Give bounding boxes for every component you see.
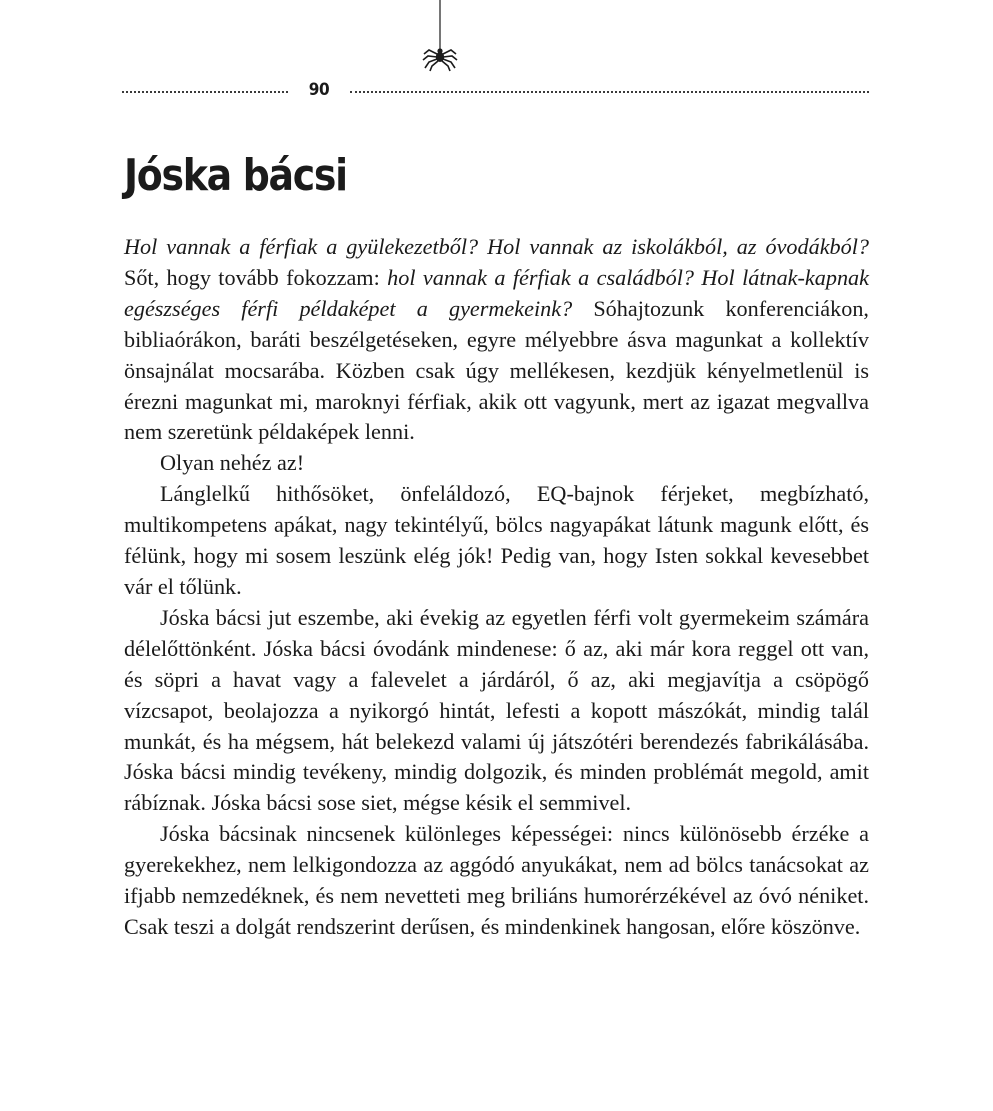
paragraph: Lánglelkű hithősöket, önfeláldozó, EQ-bajnok férjeket, megbízható, multikompetens apákat, nagy tekintélyű, bölcs nagyapákat látunk magunk előtt, és félünk, hogy mi sosem leszünk elég jók! Pedig van, hogy Isten sokkal kevesebbet vár el tőlünk. [124, 481, 869, 599]
page-header [122, 0, 869, 108]
header-rule-left [122, 91, 288, 93]
paragraph: Olyan nehéz az! [160, 450, 305, 476]
italic-question: hol vannak a férfiak a családból? Hol látnak-kapnak egészséges férfi példaképet a gyermekeink? [124, 264, 869, 321]
page-number: 90 [308, 80, 330, 100]
header-rule-right [350, 91, 869, 93]
paragraph: Jóska bácsi jut eszembe, aki évekig az egyetlen férfi volt gyermekeim számára délelőttönként. Jóska bácsi óvodánk mindenese: ő az, aki már kora reggel ott van, és söpri a havat vagy a falevelet a járdáról, ő az, aki megjavítja a csöpögő vízcsapot, beolajozza a nyikorgó hintát, lefesti a kopott mászókát, mindig talál munkát, és ha mégsem, hát belekezd valami új játszótéri berendezés fabrikálásába. Jóska bácsi mindig tevékeny, mindig dolgozik, és minden problémát megold, amit rábíznak. Jóska bácsi sose siet, mégse késik el semmivel. [124, 604, 869, 816]
paragraph [124, 232, 869, 448]
paragraph-text: Sőt, hogy tovább fokozzam: [124, 264, 388, 290]
paragraph-text: Sóhajtozunk konferenciákon, bibliaórákon, baráti beszélgetéseken, egyre mélyebbre ásva magunkat a kollektív önsajnálat mocsarába. Közben csak úgy mellékesen, kezdjük kényelmetlenül is érezni magunkat mi, maroknyi férfiak, akik ott vagyunk, mert az igazat megvallva nem szeretünk példaképek lenni. [124, 295, 869, 445]
chapter-title: Jóska bácsi [124, 150, 347, 201]
paragraph: Jóska bácsinak nincsenek különleges képességei: nincs különösebb érzéke a gyerekekhez, nem lelkigondozza az aggódó anyukákat, nem ad bölcs tanácsokat az ifjabb nemzedéknek, és nem nevetteti meg briliáns humorérzékével az óvó néniket. Csak teszi a dolgát rendszerint derűsen, és mindenkinek hangosan, előre köszönve. [124, 821, 869, 939]
chapter-body [124, 232, 869, 943]
spider-icon [420, 0, 460, 72]
italic-question: Hol vannak a férfiak a gyülekezetből? Hol vannak az iskolákból, az óvodákból? [124, 234, 869, 259]
